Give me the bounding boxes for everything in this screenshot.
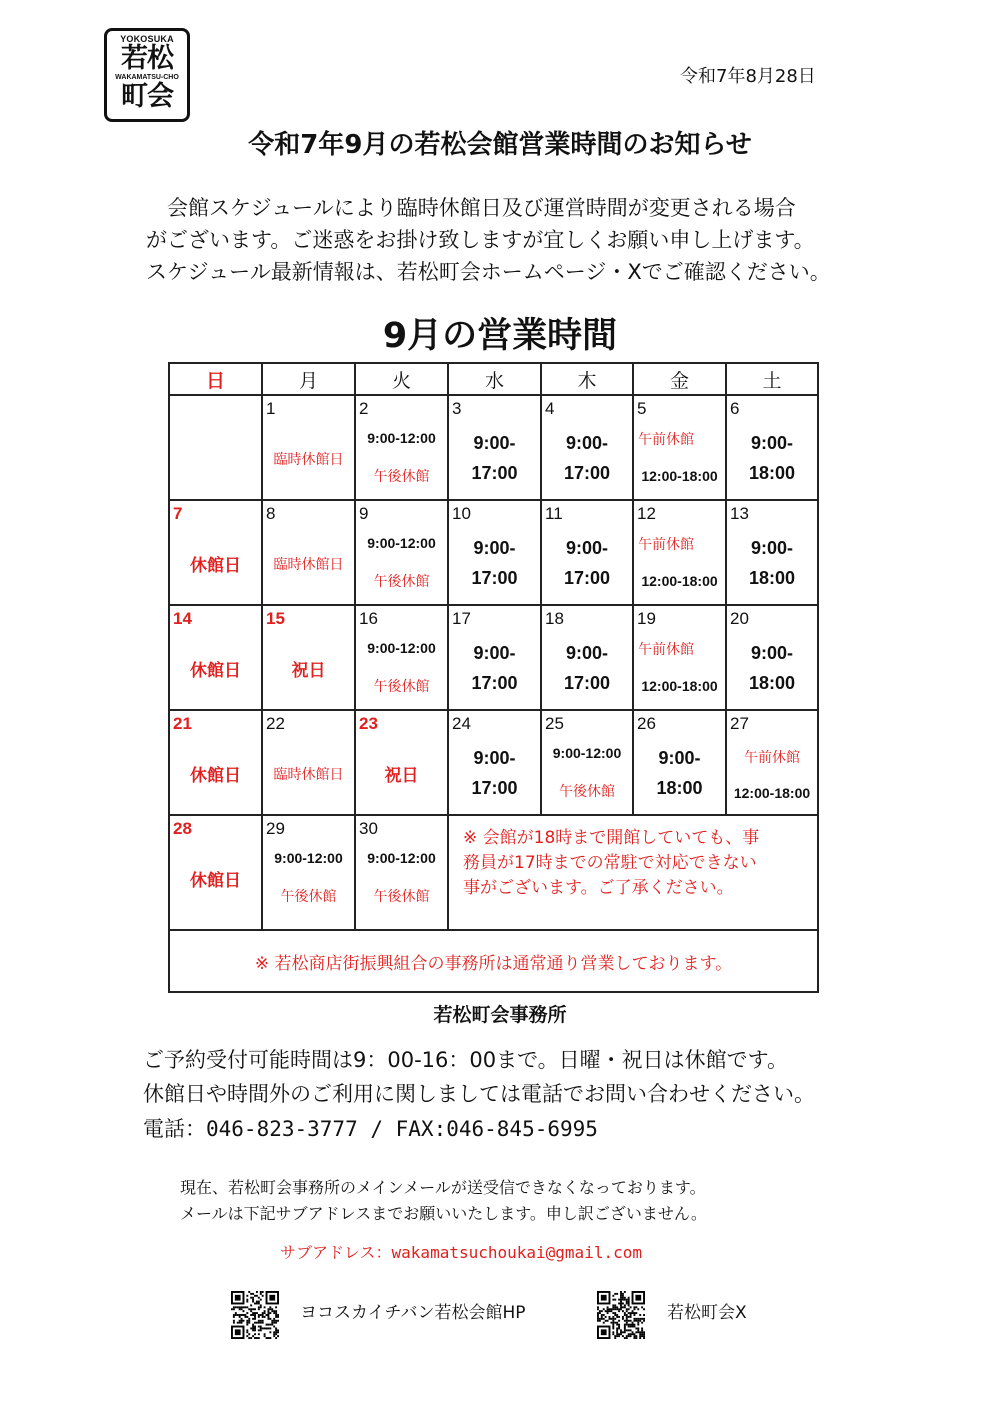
phone-fax: 電話：046-823-3777 / FAX:046-845-6995 [143,1117,598,1141]
day-number: 11 [545,504,563,523]
day-cell [169,605,262,710]
hours-text: 9:00- [658,748,701,768]
am-closed-label: 午前休館 [638,642,694,658]
hours-text: 9:00-12:00 [367,535,436,551]
note-line: ※ 会館が18時まで開館していても、事 [463,828,760,848]
day-cell [355,710,448,815]
hours-text: 18:00 [656,778,703,798]
hours-text: 9:00- [565,433,609,453]
day-number: 8 [266,504,276,523]
info-line: 休館日や時間外のご利用に関しましては電話でお問い合わせください。 [143,1082,815,1106]
temp-closed-label: 臨時休館日 [273,452,344,468]
intro-text [146,192,831,288]
pm-closed-label: 午後休館 [373,469,430,485]
weekday-wed: 水 [448,363,541,395]
hours-text: 18:00 [748,568,796,588]
pm-closed-label: 午後休館 [559,784,615,800]
temp-closed-label: 臨時休館日 [273,557,344,573]
hours-text: 9:00-12:00 [274,850,343,866]
week-row [169,395,818,500]
day-number: 28 [173,819,192,838]
day-number: 10 [452,504,471,523]
closed-label: 祝日 [384,766,419,786]
weekday-sun: 日 [169,363,262,395]
intro-line: がございます。ご迷惑をお掛け致しますが宜しくお願い申し上げます。 [146,228,815,252]
day-cell [448,605,541,710]
hours-text: 9:00- [473,538,516,558]
hours-text: 17:00 [471,673,518,693]
day-cell [355,395,448,500]
day-number: 24 [452,714,471,733]
temp-closed-label: 臨時休館日 [273,767,344,783]
day-number: 17 [452,609,471,628]
footer-note: ※ 若松商店街振興組合の事務所は通常通り営業しております。 [169,930,818,992]
hours-text: 9:00- [565,643,609,663]
hours-text: 17:00 [563,673,611,693]
pm-closed-label: 午後休館 [280,889,337,905]
day-cell [541,500,633,605]
day-cell [262,815,355,930]
hours-text: 17:00 [471,568,518,588]
sub-email-address[interactable]: wakamatsuchoukai@gmail.com [391,1243,642,1262]
day-cell [355,500,448,605]
day-number: 2 [359,399,369,418]
hours-text: 17:00 [563,568,611,588]
closed-label: 祝日 [291,661,326,681]
hours-text: 9:00- [473,433,516,453]
day-number: 12 [637,504,656,523]
logo-line2: 町会 [121,81,173,112]
office-title: 若松町会事務所 [433,1004,567,1026]
day-cell [726,500,818,605]
calendar-table [168,362,819,993]
day-number: 19 [637,609,656,628]
intro-line: スケジュール最新情報は、若松町会ホームページ・Xでご確認ください。 [146,260,831,284]
page-title: 令和7年9月の若松会館営業時間のお知らせ [248,130,752,160]
footer-note-row [169,930,818,992]
day-cell [448,500,541,605]
hours-text: 9:00- [473,643,516,663]
weekday-tue: 火 [355,363,448,395]
day-cell [541,710,633,815]
weekday-sat: 土 [726,363,818,395]
day-cell [355,605,448,710]
logo-top-text: YOKOSUKA [120,34,174,44]
closed-label: 休館日 [190,661,241,681]
pm-closed-label: 午後休館 [373,679,430,695]
day-number: 27 [730,714,749,733]
hours-text: 18:00 [748,463,796,483]
day-number: 29 [266,819,285,838]
day-number: 18 [545,609,564,628]
day-number: 13 [730,504,749,523]
qr-label-hall-hp: ヨコスカイチバン若松会館HP [300,1303,526,1323]
day-number: 9 [359,504,369,523]
hours-text: 9:00- [473,748,516,768]
note-line: 務員が17時までの常駐で対応できない [463,853,757,873]
sub-email-label: サブアドレス： [280,1243,392,1262]
day-cell [726,395,818,500]
notice-line: メールは下記サブアドレスまでお願いいたします。申し訳ございません。 [180,1204,707,1223]
hours-text: 12:00-18:00 [733,785,811,801]
week-row [169,815,818,930]
day-number: 4 [545,399,555,418]
notice-line: 現在、若松町会事務所のメインメールが送受信できなくなっております。 [180,1178,706,1197]
day-cell [726,710,818,815]
day-cell [726,605,818,710]
issue-date: 令和7年8月28日 [680,66,816,87]
qr-code-icon[interactable] [231,1291,279,1339]
closed-label: 休館日 [190,766,241,786]
day-number: 16 [359,609,378,628]
pm-closed-label: 午後休館 [373,574,430,590]
am-closed-label: 午前休館 [744,750,800,766]
day-number: 15 [266,609,285,628]
day-cell [262,710,355,815]
mail-notice [180,1175,707,1227]
day-cell [633,605,726,710]
hours-text: 17:00 [471,778,518,798]
hours-text: 12:00-18:00 [641,573,718,589]
day-cell [633,710,726,815]
note-line: 事がございます。ご了承ください。 [463,878,734,898]
day-number: 21 [173,714,192,733]
am-closed-label: 午前休館 [638,432,694,448]
pm-closed-label: 午後休館 [373,889,430,905]
hours-text: 9:00-12:00 [367,640,436,656]
reservation-info [143,1043,815,1111]
day-number: 23 [359,714,378,733]
day-cell [541,605,633,710]
day-number: 14 [173,609,192,628]
calendar-note [448,815,818,930]
day-cell [169,500,262,605]
day-cell [633,395,726,500]
day-cell [169,815,262,930]
am-closed-label: 午前休館 [638,537,694,553]
calendar-title: 9月の営業時間 [382,316,618,356]
day-number: 3 [452,399,462,418]
hours-text: 17:00 [563,463,611,483]
day-number: 26 [637,714,656,733]
closed-label: 休館日 [190,556,241,576]
day-number: 25 [545,714,564,733]
hours-text: 12:00-18:00 [641,468,718,484]
logo-sub-text: WAKAMATSU-CHO [115,74,179,81]
sub-email [280,1240,642,1263]
day-cell [355,815,448,930]
week-row [169,605,818,710]
hours-text: 9:00-12:00 [552,745,622,761]
hours-text: 9:00- [750,538,794,558]
intro-line: 会館スケジュールにより臨時休館日及び運営時間が変更される場合 [146,196,796,220]
day-number: 7 [173,504,183,523]
day-cell [262,395,355,500]
weekday-fri: 金 [633,363,726,395]
hours-text: 9:00- [565,538,609,558]
week-row [169,500,818,605]
day-cell [448,395,541,500]
closed-label: 休館日 [190,871,241,891]
hours-text: 9:00- [750,643,794,663]
day-cell [541,395,633,500]
hours-text: 12:00-18:00 [641,678,718,694]
qr-label-x: 若松町会X [667,1303,747,1323]
weekday-thu: 木 [541,363,633,395]
logo-line1: 若松 [121,43,173,74]
day-cell [169,710,262,815]
day-number: 1 [266,399,276,418]
day-number: 5 [637,399,647,418]
day-cell [169,395,262,500]
hours-text: 18:00 [748,673,796,693]
day-number: 20 [730,609,749,628]
hours-text: 9:00-12:00 [367,850,436,866]
day-number: 6 [730,399,740,418]
week-row [169,710,818,815]
weekday-mon: 月 [262,363,355,395]
qr-code-icon[interactable] [597,1291,645,1339]
day-cell [262,605,355,710]
weekday-header-row [169,363,818,395]
day-cell [448,710,541,815]
day-number: 22 [266,714,285,733]
hours-text: 9:00- [750,433,794,453]
day-cell [262,500,355,605]
day-number: 30 [359,819,378,838]
info-line: ご予約受付可能時間は9：00-16：00まで。日曜・祝日は休館です。 [143,1048,789,1072]
wakamatsu-logo [104,28,190,122]
hours-text: 9:00-12:00 [367,430,436,446]
hours-text: 17:00 [471,463,518,483]
day-cell [633,500,726,605]
